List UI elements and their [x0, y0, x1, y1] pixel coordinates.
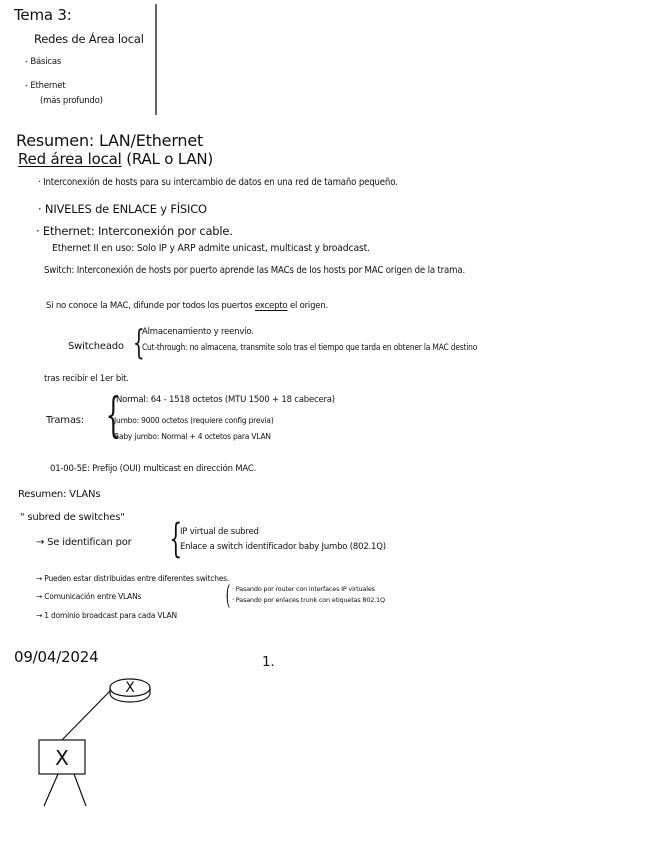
tramas-label: Tramas:	[46, 415, 84, 426]
router-icon	[110, 679, 150, 702]
theme-title: Tema 3:	[14, 6, 72, 24]
vlans-arrow-1: → Pueden estar distribuidas entre diferentes switches.	[36, 574, 230, 583]
lan-bullet-2: · NIVELES de ENLACE y FÍSICO	[38, 202, 207, 216]
si-line-before: Si no conoce la MAC, difunde por todos los puertos	[46, 301, 253, 311]
exercise-number: 1.	[262, 654, 275, 670]
vlans-quote: " subred de switches"	[20, 512, 125, 523]
tramas-item-baby: Baby jumbo: Normal + 4 octetos para VLAN	[114, 432, 271, 441]
theme-line-profundo: (más profundo)	[40, 96, 103, 106]
switch-icon	[39, 740, 85, 774]
si-line-after: el origen.	[289, 301, 329, 311]
vlans-identify-brace: {	[169, 516, 183, 562]
lan-bullet-3: · Ethernet: Interconexión por cable.	[36, 224, 233, 238]
switch-downlink-left	[44, 774, 58, 806]
vlans-comm-item-2: · Pasando por enlaces trunk con etiquetas 802.1Q	[232, 596, 385, 604]
vlans-comm-brace: (	[225, 581, 231, 611]
lan-subheading-rest: (RAL o LAN)	[126, 150, 214, 168]
vlans-arrow-3: → 1 dominio broadcast para cada VLAN	[36, 611, 177, 620]
vlans-identify-item-1: IP virtual de subred	[180, 527, 259, 537]
switcheado-brace: {	[132, 323, 145, 363]
tramas-brace: {	[105, 387, 121, 443]
vlans-identify-item-2: Enlace a switch identificador baby Jumbo (802.1Q)	[180, 542, 386, 552]
vlans-comm-item-1: · Pasando por router con interfaces IP virtuales	[232, 585, 375, 593]
switcheado-label: Switcheado	[68, 341, 124, 352]
switch-downlink-right	[74, 774, 86, 806]
vlans-identify-label: → Se identifican por	[36, 537, 132, 548]
note-date: 09/04/2024	[14, 648, 99, 666]
switcheado-item-1: Almacenamiento y reenvío.	[142, 327, 254, 337]
tramas-item-jumbo: Jumbo: 9000 octetos (requiere config previa)	[114, 416, 274, 425]
switcheado-item-2: Cut-through: no almacena, transmite solo tras el tiempo que tarda en obtener la MAC destino	[142, 343, 478, 353]
tramas-item-normal: Normal: 64 - 1518 octetos (MTU 1500 + 18 cabecera)	[116, 395, 335, 405]
lan-subheading-underlined: Red área local	[18, 150, 122, 168]
multicast-prefix-line: 01-00-5E: Prefijo (OUI) multicast en dirección MAC.	[50, 464, 257, 474]
lan-heading: Resumen: LAN/Ethernet	[16, 131, 204, 150]
vlans-arrow-2: → Comunicación entre VLANs	[36, 592, 142, 601]
si-line-excepto: excepto	[255, 301, 288, 311]
ethernet-ii-line: Ethernet II en uso: Solo IP y ARP admite unicast, multicast y broadcast.	[52, 243, 370, 254]
theme-line-basicas: - Básicas	[25, 57, 62, 67]
router-symbol: X	[125, 680, 135, 696]
switch-symbol: X	[55, 746, 69, 770]
switch-line: Switch: Interconexión de hosts por puerto aprende las MACs de los hosts por MAC origen de la trama.	[44, 265, 466, 276]
theme-line-ethernet: - Ethernet	[25, 81, 66, 91]
theme-line-redes: Redes de Área local	[34, 32, 144, 46]
lan-bullet-1: · Interconexión de hosts para su intercambio de datos en una red de tamaño pequeño.	[38, 177, 398, 188]
router-switch-link	[62, 691, 110, 740]
vlans-heading: Resumen: VLANs	[18, 489, 101, 500]
switcheado-continuation: tras recibir el 1er bit.	[44, 374, 129, 384]
